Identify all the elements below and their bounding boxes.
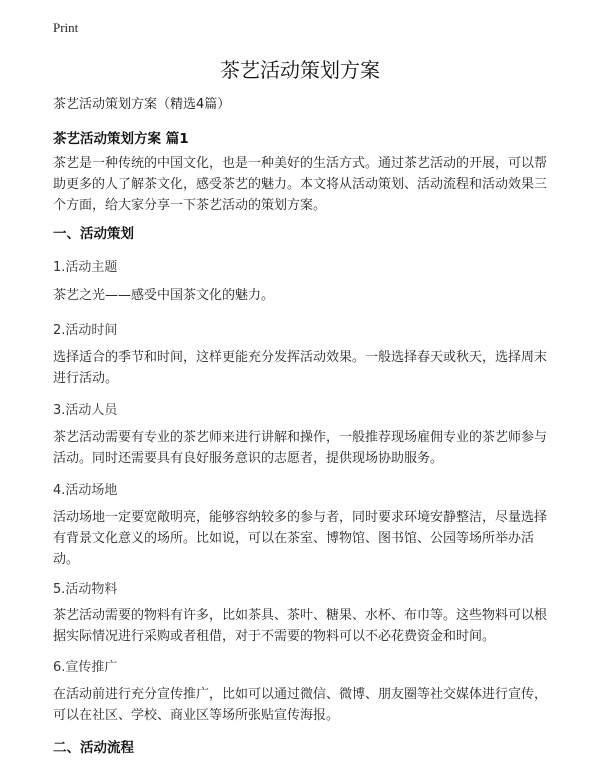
item-text-venue: 活动场地一定要宽敞明亮，能够容纳较多的参与者，同时要求环境安静整洁，尽量选择有背景文化意义的场所。比如说，可以在茶室、博物馆、图书馆、公园等场所举办活动。 xyxy=(53,510,548,567)
item-text-materials: 茶艺活动需要的物料有许多，比如茶具、茶叶、糖果、水杯、布巾等。这些物料可以根据实际情况进行采购或者租借，对于不需要的物料可以不必花费资金和时间。 xyxy=(53,608,548,644)
document-subtitle: 茶艺活动策划方案（精选4篇） xyxy=(53,97,231,112)
print-label[interactable]: Print xyxy=(53,20,79,35)
intro-paragraph: 茶艺是一种传统的中国文化，也是一种美好的生活方式。通过茶艺活动的开展，可以帮助更多的人了解茶文化，感受茶艺的魅力。本文将从活动策划、活动流程和活动效果三个方面，给大家分享一下茶艺活动的策划方案。 xyxy=(53,156,548,213)
item-text-staff: 茶艺活动需要有专业的茶艺师来进行讲解和操作，一般推荐现场雇佣专业的茶艺师参与活动。同时还需要具有良好服务意识的志愿者，提供现场协助服务。 xyxy=(53,430,548,466)
item-text-time: 选择适合的季节和时间，这样更能充分发挥活动效果。一般选择春天或秋天，选择周末进行活动。 xyxy=(53,350,548,386)
item-label-time: 2.活动时间 xyxy=(53,323,118,338)
section-heading-planning: 一、活动策划 xyxy=(53,226,134,242)
item-text-promotion: 在活动前进行充分宣传推广，比如可以通过微信、微博、朋友圈等社交媒体进行宣传，可以在社区、学校、商业区等场所张贴宣传海报。 xyxy=(53,687,548,723)
item-label-theme: 1.活动主题 xyxy=(53,260,118,275)
document-title: 茶艺活动策划方案 xyxy=(220,58,380,82)
section-heading-process: 二、活动流程 xyxy=(53,740,134,756)
item-label-materials: 5.活动物料 xyxy=(53,582,118,597)
item-label-staff: 3.活动人员 xyxy=(53,403,118,418)
item-label-promotion: 6.宣传推广 xyxy=(53,660,118,675)
item-text-theme: 茶艺之光——感受中国茶文化的魅力。 xyxy=(53,288,275,303)
item-label-venue: 4.活动场地 xyxy=(53,483,118,498)
article-heading: 茶艺活动策划方案 篇1 xyxy=(53,131,189,147)
